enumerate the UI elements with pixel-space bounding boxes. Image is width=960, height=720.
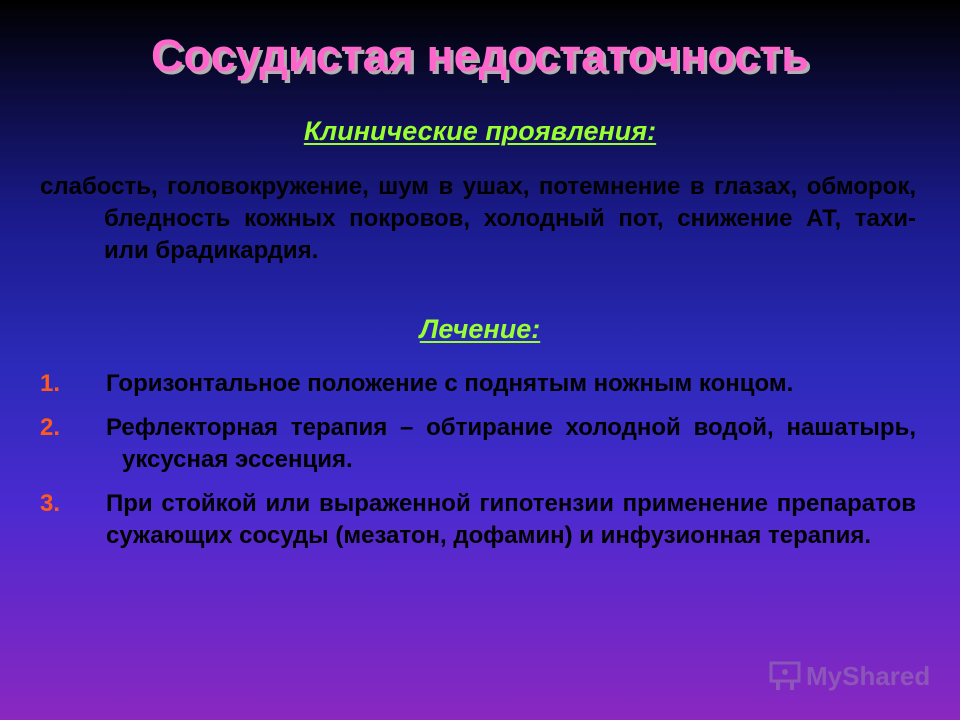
treatment-item-number: 3. <box>40 490 61 517</box>
clinical-text: слабость, головокружение, шум в ушах, потемнение в глазах, обморок, бледность кожных покровов, холодный пот, снижение АТ, тахи- или брадикардия. <box>40 173 916 264</box>
clinical-heading: Клинические проявления: <box>303 116 657 146</box>
slide-title: Сосудистая недостаточность <box>151 30 809 81</box>
treatment-item-1 <box>40 368 916 400</box>
treatment-heading: Лечение: <box>419 314 541 344</box>
treatment-item-2 <box>40 412 916 476</box>
treatment-item-number: 1. <box>40 370 61 397</box>
classroom-icon <box>768 660 802 692</box>
treatment-item-text: Рефлекторная терапия – обтирание холодной водой, нашатырь, уксусная эссенция. <box>106 414 916 473</box>
treatment-item-number: 2. <box>40 414 61 441</box>
watermark <box>768 656 930 696</box>
treatment-list <box>40 368 916 564</box>
watermark-text: MyShared <box>806 660 931 691</box>
treatment-item-text: Горизонтальное положение с поднятым ножным концом. <box>106 370 794 397</box>
treatment-item-text: При стойкой или выраженной гипотензии применение препаратов сужающих сосуды (мезатон, дофамин) и инфузионная терапия. <box>106 490 916 549</box>
treatment-item-3 <box>40 488 916 552</box>
